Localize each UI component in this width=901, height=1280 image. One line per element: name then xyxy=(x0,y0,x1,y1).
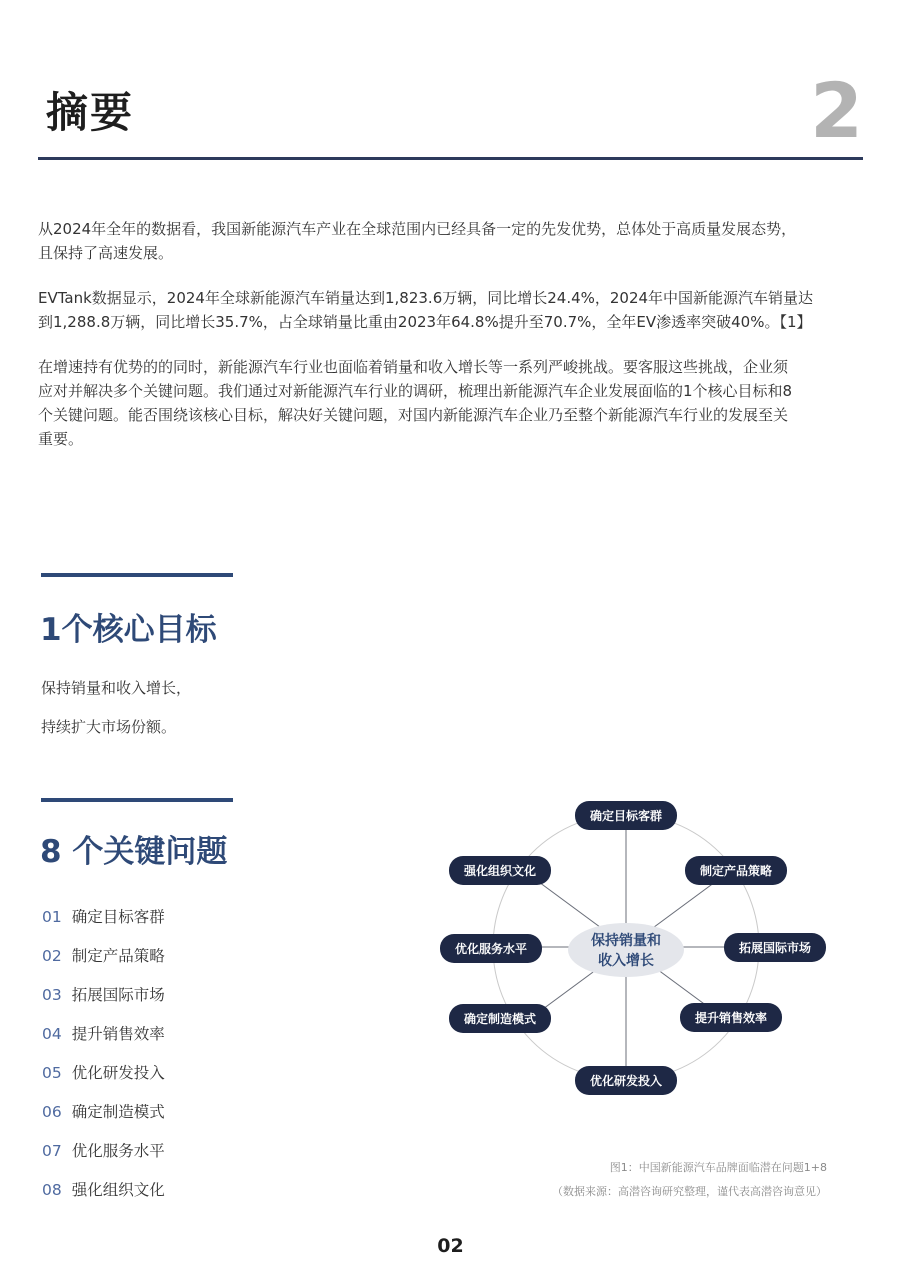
paragraph-line: 且保持了高速发展。 xyxy=(38,244,174,262)
issue-number: 03 xyxy=(42,986,62,1004)
paragraph-3 xyxy=(38,355,864,451)
node-label: 强化组织文化 xyxy=(463,864,537,878)
core-goal-line: 持续扩大市场份额。 xyxy=(41,718,177,736)
paragraph-line: 个关键问题。能否围绕该核心目标，解决好关键问题，对国内新能源汽车企业乃至整个新能源汽车行业的发展至关 xyxy=(38,406,789,424)
issue-number: 05 xyxy=(42,1064,62,1082)
section-number: 2 xyxy=(810,66,863,155)
issue-number: 08 xyxy=(42,1181,62,1199)
issue-item xyxy=(42,1100,165,1122)
issue-label: 优化研发投入 xyxy=(71,1064,165,1082)
issue-item xyxy=(42,1061,165,1083)
node-label: 确定目标客群 xyxy=(589,809,663,823)
node-label: 提升销售效率 xyxy=(694,1011,768,1025)
figure-caption: 图1：中国新能源汽车品牌面临潜在问题1+8 xyxy=(609,1161,827,1174)
node-label: 制定产品策略 xyxy=(699,864,773,878)
node-label: 优化研发投入 xyxy=(589,1074,663,1088)
page-number: 02 xyxy=(437,1235,464,1257)
issue-item xyxy=(42,905,165,927)
core-goal-title: 1个核心目标 xyxy=(40,612,217,648)
issue-item xyxy=(42,1139,165,1161)
section-divider xyxy=(41,573,233,577)
issue-number: 04 xyxy=(42,1025,62,1043)
issue-item xyxy=(42,944,165,966)
paragraph-1 xyxy=(38,217,864,265)
center-label: 保持销量和 xyxy=(591,933,661,949)
paragraph-line: 从2024年全年的数据看，我国新能源汽车产业在全球范围内已经具备一定的先发优势，总体处于高质量发展态势， xyxy=(38,220,797,238)
issue-item xyxy=(42,1022,165,1044)
paragraph-line: 重要。 xyxy=(38,430,84,448)
issue-number: 01 xyxy=(42,908,62,926)
node-label: 优化服务水平 xyxy=(454,942,528,956)
issue-number: 02 xyxy=(42,947,62,965)
paragraph-line: 在增速持有优势的的同时，新能源汽车行业也面临着销量和收入增长等一系列严峻挑战。要客服这些挑战，企业须 xyxy=(38,358,789,376)
paragraph-line: 到1,288.8万辆，同比增长35.7%，占全球销量比重由2023年64.8%提升至70.7%，全年EV渗透率突破40%。【1】 xyxy=(38,313,812,331)
page-title: 摘要 xyxy=(46,88,135,137)
node-label: 拓展国际市场 xyxy=(738,941,812,955)
title-divider xyxy=(38,157,863,160)
center-label: 收入增长 xyxy=(598,953,654,969)
issue-item xyxy=(42,1178,165,1200)
issue-label: 优化服务水平 xyxy=(71,1142,165,1160)
paragraph-line: EVTank数据显示，2024年全球新能源汽车销量达到1,823.6万辆，同比增长24.4%，2024年中国新能源汽车销量达 xyxy=(38,289,814,307)
key-issues-title: 8 个关键问题 xyxy=(40,834,228,870)
paragraph-2 xyxy=(38,286,864,334)
node-label: 确定制造模式 xyxy=(463,1012,537,1026)
issue-label: 提升销售效率 xyxy=(71,1025,165,1043)
issue-label: 拓展国际市场 xyxy=(71,986,165,1004)
issue-label: 确定目标客群 xyxy=(71,908,165,926)
issue-label: 制定产品策略 xyxy=(71,947,165,965)
issue-label: 确定制造模式 xyxy=(71,1103,165,1121)
issue-label: 强化组织文化 xyxy=(71,1181,165,1199)
issue-item xyxy=(42,983,165,1005)
issue-number: 07 xyxy=(42,1142,62,1160)
section-divider xyxy=(41,798,233,802)
figure-source-note: （数据来源：高潜咨询研究整理，谨代表高潜咨询意见） xyxy=(552,1185,827,1198)
paragraph-line: 应对并解决多个关键问题。我们通过对新能源汽车行业的调研，梳理出新能源汽车企业发展面临的1个核心目标和8 xyxy=(38,382,793,400)
issue-number: 06 xyxy=(42,1103,62,1121)
issues-radial-diagram xyxy=(430,795,840,1105)
core-goal-line: 保持销量和收入增长， xyxy=(41,679,192,697)
